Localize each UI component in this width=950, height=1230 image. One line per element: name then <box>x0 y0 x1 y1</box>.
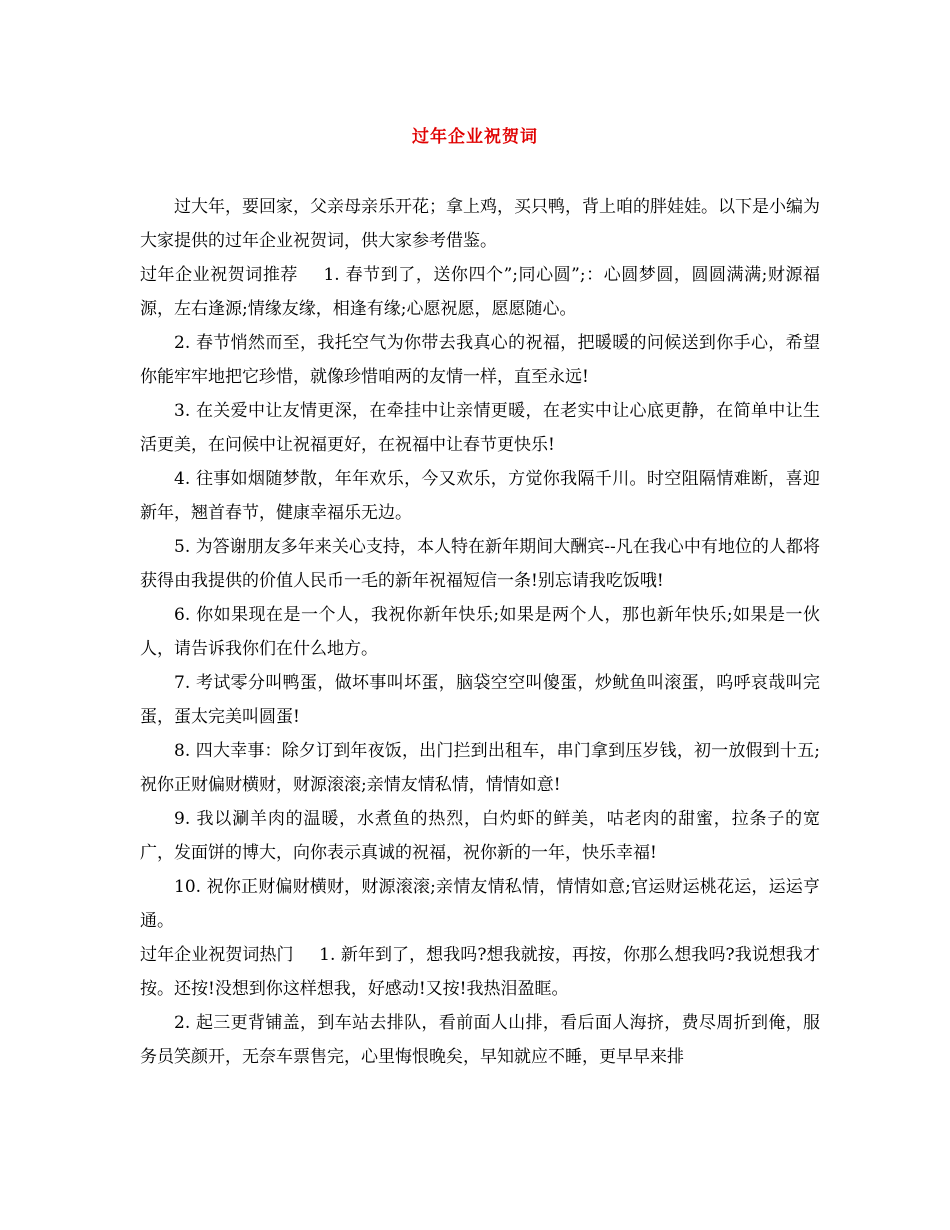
section-popular-first <box>140 938 820 1006</box>
section-recommended-item-5: 5. 为答谢朋友多年来关心支持，本人特在新年期间大酬宾--凡在我心中有地位的人都将获得由我提供的价值人民币一毛的新年祝福短信一条!别忘请我吃饭哦! <box>140 537 820 591</box>
section-recommended-item-9: 9. 我以涮羊肉的温暖，水煮鱼的热烈，白灼虾的鲜美，咕老肉的甜蜜，拉条子的宽广，发面饼的博大，向你表示真诚的祝福，祝你新的一年，快乐幸福! <box>140 809 820 863</box>
section-recommended-item-3: 3. 在关爱中让友情更深，在牵挂中让亲情更暖，在老实中让心底更静，在简单中让生活更美，在问候中让祝福更好，在祝福中让春节更快乐! <box>140 401 820 455</box>
section-recommended-item-4: 4. 往事如烟随梦散，年年欢乐，今又欢乐，方觉你我隔千川。时空阻隔情难断，喜迎新年，翘首春节，健康幸福乐无边。 <box>140 469 820 523</box>
section-popular-item-2: 2. 起三更背铺盖，到车站去排队，看前面人山排，看后面人海挤，费尽周折到俺，服务员笑颜开，无奈车票售完，心里悔恨晚矣，早知就应不睡，更早早来排 <box>140 1013 820 1067</box>
section-recommended-item-7: 7. 考试零分叫鸭蛋，做坏事叫坏蛋，脑袋空空叫傻蛋，炒鱿鱼叫滚蛋，呜呼哀哉叫完蛋，蛋太完美叫圆蛋! <box>140 673 820 727</box>
section-popular-label: 过年企业祝贺词热门 <box>140 945 294 965</box>
section-recommended-item-8: 8. 四大幸事：除夕订到年夜饭，出门拦到出租车，串门拿到压岁钱，初一放假到十五;祝你正财偏财横财，财源滚滚;亲情友情私情，情情如意! <box>140 741 820 795</box>
section-recommended-label: 过年企业祝贺词推荐 <box>140 265 298 285</box>
section-popular-item-1: 1. 新年到了，想我吗?想我就按，再按，你那么想我吗?我说想我才按。还按!没想到你这样想我，好感动!又按!我热泪盈眶。 <box>140 945 820 999</box>
section-recommended-item-10: 10. 祝你正财偏财横财，财源滚滚;亲情友情私情，情情如意;官运财运桃花运，运运亨通。 <box>140 877 820 931</box>
document-title: 过年企业祝贺词 <box>412 127 538 147</box>
intro-paragraph: 过大年，要回家，父亲母亲乐开花；拿上鸡，买只鸭，背上咱的胖娃娃。以下是小编为大家提供的过年企业祝贺词，供大家参考借鉴。 <box>140 197 820 251</box>
section-recommended-item-2: 2. 春节悄然而至，我托空气为你带去我真心的祝福，把暖暖的问候送到你手心，希望你能牢牢地把它珍惜，就像珍惜咱两的友情一样，直至永远! <box>140 333 820 387</box>
section-recommended-item-1: 1. 春节到了，送你四个”;同心圆”;：心圆梦圆，圆圆满满;财源福源，左右逢源;情缘友缘，相逢有缘;心愿祝愿，愿愿随心。 <box>140 265 821 319</box>
document-body <box>140 190 820 1074</box>
section-recommended-first <box>140 258 820 326</box>
section-recommended-item-6: 6. 你如果现在是一个人，我祝你新年快乐;如果是两个人，那也新年快乐;如果是一伙人，请告诉我你们在什么地方。 <box>140 605 820 659</box>
